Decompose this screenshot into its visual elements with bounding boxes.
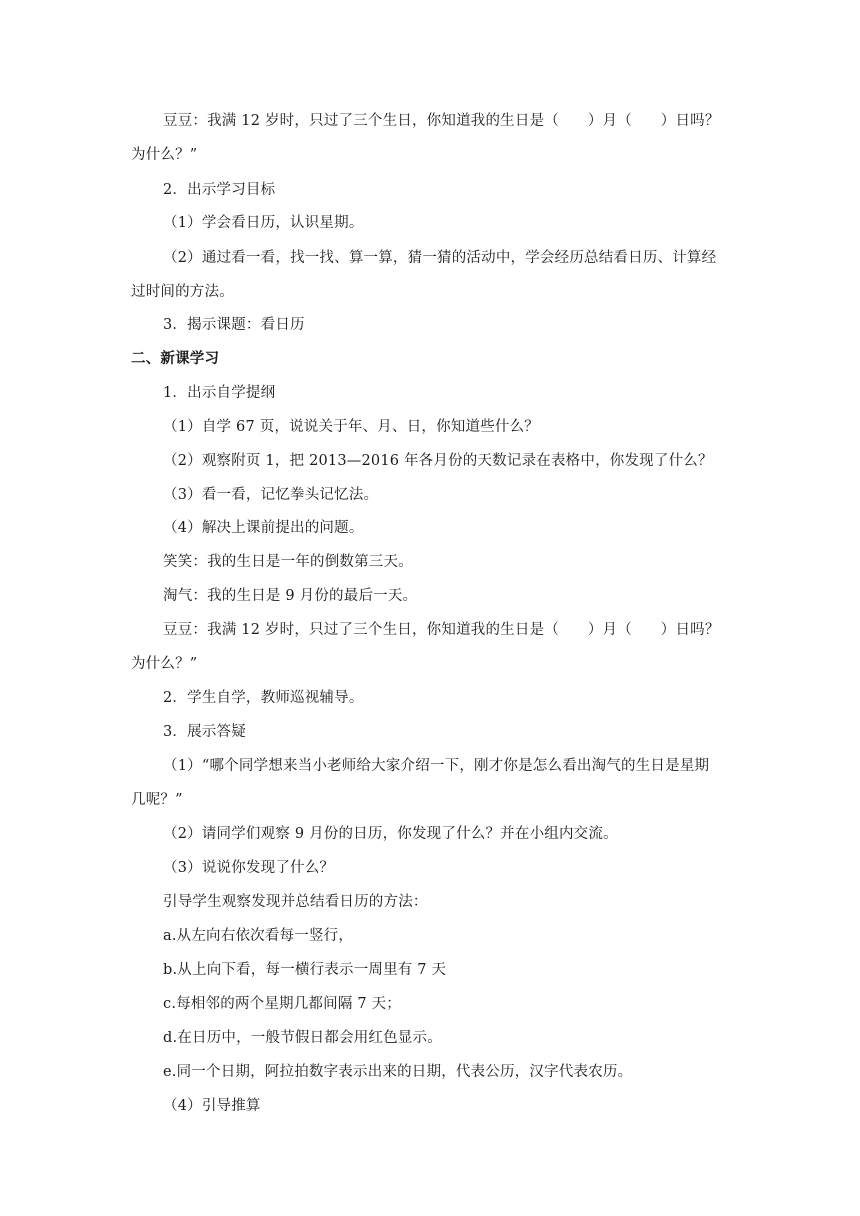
chapter-heading: 二、新课学习	[131, 351, 220, 367]
text-line: （4）解决上课前提出的问题。	[163, 520, 364, 536]
text-line: 豆豆：我满 12 岁时，只过了三个生日，你知道我的生日是（ ）月（ ）日吗？	[163, 622, 720, 638]
text-line: （1）“哪个同学想来当小老师给大家介绍一下，刚才你是怎么看出淘气的生日是星期	[163, 758, 710, 774]
text-line: （3）说说你发现了什么？	[163, 860, 335, 876]
list-item: a.从左向右依次看每一竖行，	[163, 928, 354, 944]
text-line: （2）通过看一看，找一找、算一算，猜一猜的活动中，学会经历总结看日历、计算经	[163, 250, 717, 266]
section-heading: 2．学生自学，教师巡视辅导。	[163, 690, 364, 706]
text-line: （2）观察附页 1，把 2013—2016 年各月份的天数记录在表格中，你发现了什么？	[163, 453, 713, 469]
text-line: （3）看一看，记忆拳头记忆法。	[163, 487, 379, 503]
section-heading: 3．展示答疑	[163, 724, 246, 740]
list-item: b.从上向下看，每一横行表示一周里有 7 天	[163, 962, 447, 978]
list-item: c.每相邻的两个星期几都间隔 7 天；	[163, 996, 401, 1012]
text-line: 为什么？”	[131, 147, 198, 163]
text-line: 豆豆：我满 12 岁时，只过了三个生日，你知道我的生日是（ ）月（ ）日吗？	[163, 113, 720, 129]
text-line: （2）请同学们观察 9 月份的日历，你发现了什么？并在小组内交流。	[163, 826, 618, 842]
list-item: d.在日历中，一般节假日都会用红色显示。	[163, 1030, 442, 1046]
text-line: （1）自学 67 页，说说关于年、月、日，你知道些什么？	[163, 419, 539, 435]
text-line: （4）引导推算	[163, 1098, 261, 1114]
text-line: 笑笑：我的生日是一年的倒数第三天。	[163, 554, 413, 570]
text-line: 引导学生观察发现并总结看日历的方法：	[163, 894, 428, 910]
list-item: e.同一个日期，阿拉拍数字表示出来的日期，代表公历，汉字代表农历。	[163, 1064, 633, 1080]
text-line: 过时间的方法。	[131, 284, 234, 300]
text-line: 淘气：我的生日是 9 月份的最后一天。	[163, 588, 418, 604]
section-heading: 1．出示自学提纲	[163, 385, 276, 401]
text-line: 几呢？”	[131, 792, 183, 808]
section-heading: 3．揭示课题：看日历	[163, 317, 305, 333]
text-line: 为什么？”	[131, 656, 198, 672]
text-line: （1）学会看日历，认识星期。	[163, 215, 364, 231]
section-heading: 2．出示学习目标	[163, 182, 276, 198]
